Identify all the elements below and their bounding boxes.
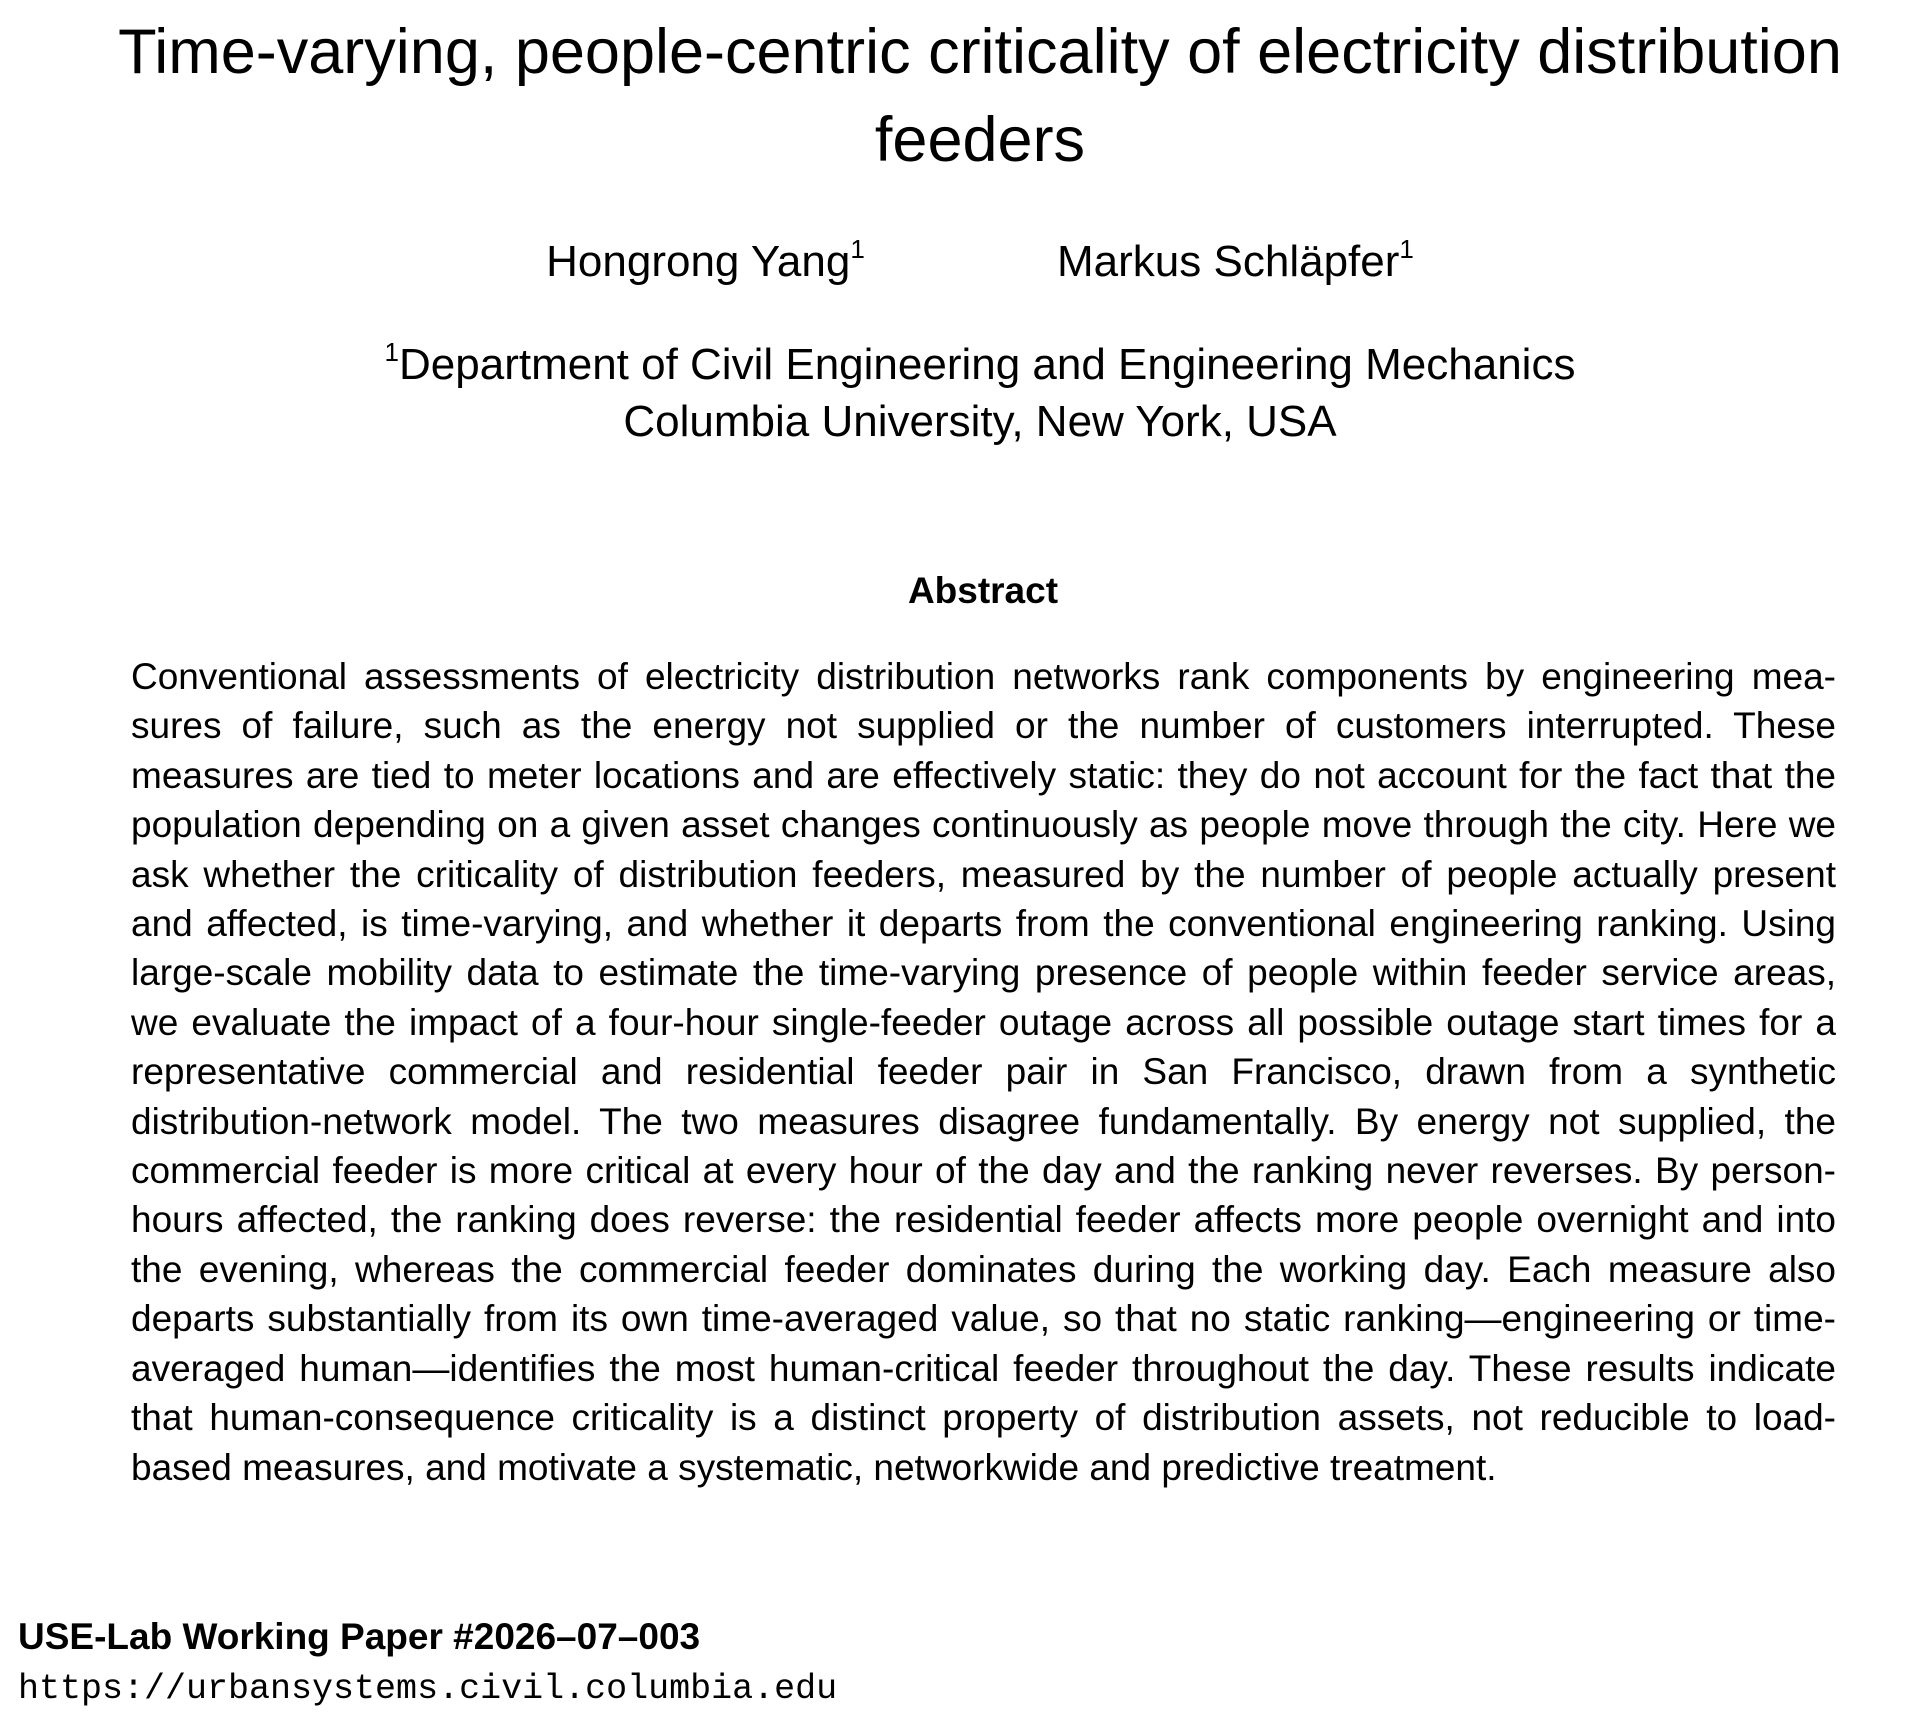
affiliation-department: Department of Civil Engineering and Engineering Mechanics — [399, 340, 1576, 389]
working-paper-label: USE-Lab Working Paper #2026–07–003 — [18, 1616, 701, 1657]
affiliation-line-2: Columbia University, New York, USA — [623, 397, 1337, 446]
affiliation-line-1 — [0, 336, 1920, 393]
author-name: Markus Schläpfer — [1057, 237, 1400, 286]
abstract-body: Conventional assessments of electricity distribution networks rank components by engineering measures of failure, such as the energy not supplied or the number of customers interrupted. These measures are tied to meter locations and are effectively static: they do not account for the fact that the population depending on a given asset changes continuously as people move through the city. Here we ask whether the criticality of distribution feeders, measured by the number of people actually present and affected, is time-varying, and whether it departs from the conventional engineering ranking. Using large-scale mobility data to estimate the time-varying presence of people within feeder service areas, we evaluate the impact of a four-hour single-feeder outage across all possible outage start times for a representative commercial and residential feeder pair in San Francisco, drawn from a synthetic distribution-network model. The two measures disagree fundamentally. By energy not supplied, the commercial feeder is more critical at every hour of the day and the ranking never reverses. By person-hours affected, the ranking does reverse: the residential feeder affects more people overnight and into the evening, whereas the commercial feeder dominates during the working day. Each measure also departs substantially from its own time-averaged value, so that no static ranking—engineering or time-averaged human—identifies the most human-critical feeder throughout the day. These results indicate that human-consequence criticality is a distinct property of distribution assets, not reducible to load-based measures, and motivate a systematic, networkwide and predictive treatment. — [131, 656, 1836, 1488]
author-name: Hongrong Yang — [546, 237, 851, 286]
affiliation-mark: 1 — [1399, 234, 1414, 264]
affiliation-mark: 1 — [850, 234, 865, 264]
paper-title-line-1: Time-varying, people-centric criticality of electricity distribution — [118, 17, 1842, 87]
affiliation-mark: 1 — [384, 337, 399, 367]
lab-url[interactable]: https://urbansystems.civil.columbia.edu — [18, 1669, 838, 1709]
author-hongrong-yang — [546, 232, 865, 292]
abstract-heading: Abstract — [907, 570, 1059, 611]
author-list — [0, 232, 1920, 292]
affiliation — [0, 336, 1920, 450]
paper-title-line-2: feeders — [874, 105, 1086, 175]
author-markus-schlapfer — [1057, 232, 1414, 292]
paper-title — [20, 8, 1920, 184]
